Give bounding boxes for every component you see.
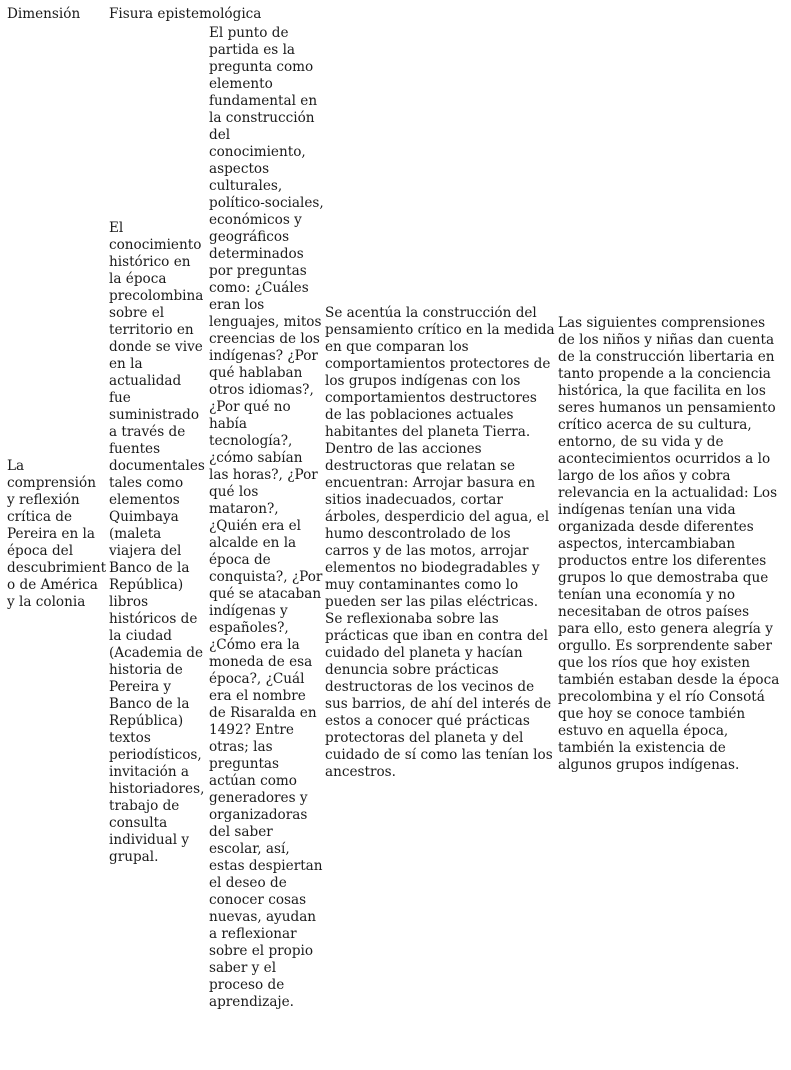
cell-comprensiones: Las siguientes comprensiones de los niños y niñas dan cuenta de la construcción libertaria en tanto propende a la conciencia histórica, la que facilita en los seres humanos un pensamiento crítico acerca de su cultura, entorno, de su vida y de acontecimientos ocurridos a lo largo de los años y cobra relevancia en la actualidad: Los indígenas tenían una vida organizada desde diferentes aspectos, intercambiaban productos entre los diferentes grupos lo que demostraba que tenían una economía y no necesitaban de otros países para ello, esto genera alegría y orgullo. Es sorprendente saber que los ríos que hoy existen también estaban desde la época precolombina y el río Consotá que hoy se conoce también estuvo en aquella época, también la existencia de algunos grupos indígenas. xyxy=(558,315,780,773)
header-dimension: Dimensión xyxy=(7,6,81,22)
cell-preguntas: El punto de partida es la pregunta como elemento fundamental en la construcción del conocimiento, aspectos culturales, político-sociales, económicos y geográficos determinados por preguntas como: ¿Cuáles eran los lenguajes, mitos creencias de los indígenas? ¿Por qué hablaban otros idiomas?, ¿Por qué no había tecnología?, ¿cómo sabían las horas?, ¿Por qué los mataron?, ¿Quién era el alcalde en la época de conquista?, ¿Por qué se atacaban indígenas y españoles?, ¿Cómo era la moneda de esa época?, ¿Cuál era el nombre de Risaralda en 1492? Entre otras; las preguntas actúan como generadores y organizadoras del saber escolar, así, estas despiertan el deseo de conocer cosas nuevas, ayudan a reflexionar sobre el propio saber y el proceso de aprendizaje. xyxy=(209,25,324,1010)
header-fisura-epistemologica: Fisura epistemológica xyxy=(109,6,262,22)
cell-pensamiento-critico: Se acentúa la construcción del pensamiento crítico en la medida en que comparan los comportamientos protectores de los grupos indígenas con los comportamientos destructores de las poblaciones actuales habitantes del planeta Tierra. Dentro de las acciones destructoras que relatan se encuentran: Arrojar basura en sitios inadecuados, cortar árboles, desperdicio del agua, el humo descontrolado de los carros y de las motos, arrojar elementos no biodegradables y muy contaminantes como lo pueden ser las pilas eléctricas. Se reflexionaba sobre las prácticas que iban en contra del cuidado del planeta y hacían denuncia sobre prácticas destructoras de los vecinos de sus barrios, de ahí del interés de estos a conocer qué prácticas protectoras del planeta y del cuidado de sí como las tenían los ancestros. xyxy=(325,305,555,780)
cell-fisura-epistemologica: El conocimiento histórico en la época precolombina sobre el territorio en donde se vive en la actualidad fue suministrado a través de fuentes documentales tales como elementos Quimbaya (maleta viajera del Banco de la República) libros históricos de la ciudad (Academia de historia de Pereira y Banco de la República) textos periodísticos, invitación a historiadores, trabajo de consulta individual y grupal. xyxy=(109,220,205,865)
cell-dimension: La comprensión y reflexión crítica de Pereira en la época del descubrimiento de América y la colonia xyxy=(7,458,107,610)
